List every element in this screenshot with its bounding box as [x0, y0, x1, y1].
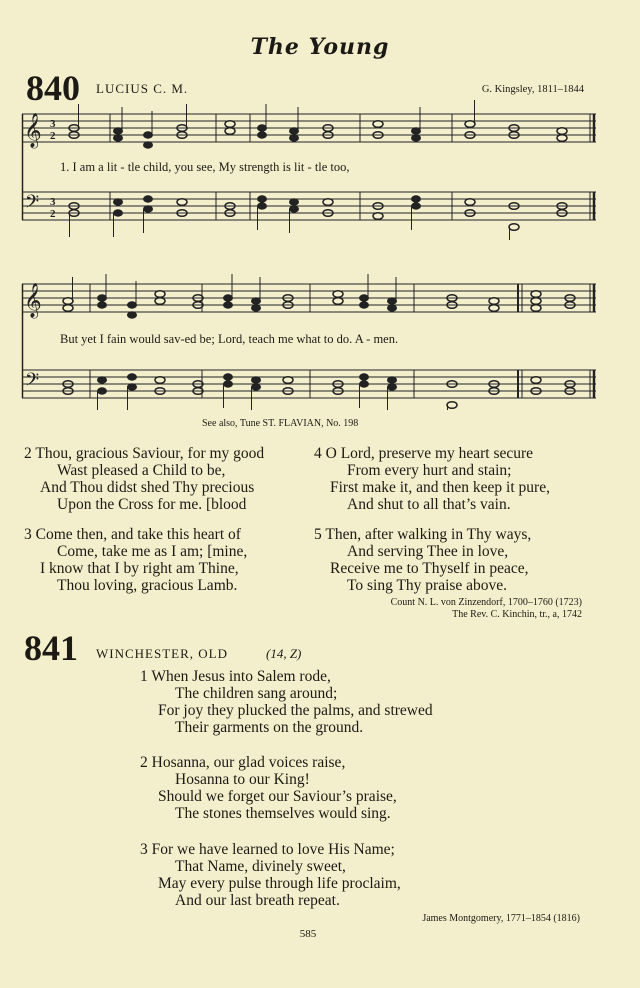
tune-name-841: WINCHESTER, OLD: [96, 646, 228, 661]
svg-text:𝄞: 𝄞: [24, 113, 42, 148]
verse-line: May every pulse through life proclaim,: [158, 875, 401, 892]
svg-text:𝄢: 𝄢: [25, 370, 40, 395]
verse-line: The children sang around;: [175, 685, 338, 702]
verse-line: That Name, divinely sweet,: [175, 858, 346, 875]
verse-line: From every hurt and stain;: [347, 462, 512, 479]
svg-text:2: 2: [50, 208, 56, 220]
verse-line: To sing Thy praise above.: [347, 577, 508, 594]
verse-line: First make it, and then keep it pure,: [330, 479, 550, 496]
lyrics-line-1: 1. I am a lit - tle child, you see, My strength is lit - tle too,: [60, 160, 350, 174]
translator-credit: The Rev. C. Kinchin, tr., a, 1742: [452, 609, 582, 620]
verse-841-2: [140, 754, 397, 822]
section-title: The Young: [250, 34, 390, 60]
verse-3: [24, 526, 247, 594]
hymn-number-840: 840: [26, 68, 80, 108]
composer-840: G. Kingsley, 1811–1844: [481, 84, 584, 95]
page-number: 585: [299, 928, 317, 940]
verse-line: And our last breath repeat.: [175, 892, 340, 909]
hymn-number-841: 841: [24, 628, 78, 668]
verse-line: 5 Then, after walking in Thy ways,: [314, 526, 532, 543]
verse-line: I know that I by right am Thine,: [40, 560, 239, 577]
verse-line: Hosanna to our King!: [175, 771, 310, 788]
verse-841-1: [140, 668, 433, 736]
tune-reference-841: (14, Z): [266, 646, 302, 661]
verse-line: 3 Come then, and take this heart of: [24, 526, 241, 543]
verse-line: 2 Hosanna, our glad voices raise,: [140, 754, 346, 771]
verse-line: Receive me to Thyself in peace,: [330, 560, 529, 577]
verse-line: Upon the Cross for me. [blood: [57, 496, 247, 513]
svg-text:3: 3: [50, 196, 56, 208]
verse-line: The stones themselves would sing.: [175, 805, 391, 822]
author-credit: Count N. L. von Zinzendorf, 1700–1760 (1723): [390, 597, 582, 608]
verse-line: Their garments on the ground.: [175, 719, 364, 736]
verse-line: Wast pleased a Child to be,: [57, 462, 226, 479]
verse-line: And serving Thee in love,: [347, 543, 509, 560]
verse-5: [314, 526, 531, 594]
verse-line: Come, take me as I am; [mine,: [57, 543, 248, 560]
verse-line: Should we forget our Saviour’s praise,: [158, 788, 397, 805]
music-staff-system-1: [22, 110, 598, 240]
author-credit-841: James Montgomery, 1771–1854 (1816): [422, 913, 580, 924]
verse-line: 4 O Lord, preserve my heart secure: [314, 445, 534, 462]
verse-2: [24, 445, 264, 513]
verse-line: And shut to all that’s vain.: [347, 496, 511, 513]
svg-text:𝄞: 𝄞: [24, 283, 42, 318]
see-also-note: See also, Tune ST. FLAVIAN, No. 198: [202, 418, 359, 429]
verse-line: Thou loving, gracious Lamb.: [57, 577, 238, 594]
verse-line: 2 Thou, gracious Saviour, for my good: [24, 445, 265, 462]
verse-line: 1 When Jesus into Salem rode,: [140, 668, 331, 685]
verse-line: For joy they plucked the palms, and strewed: [158, 702, 433, 719]
svg-text:3: 3: [50, 118, 56, 130]
verse-4: [314, 445, 550, 513]
tune-name-840: LUCIUS C. M.: [96, 81, 189, 96]
svg-text:𝄢: 𝄢: [25, 192, 40, 217]
verse-line: 3 For we have learned to love His Name;: [140, 841, 395, 858]
verse-841-3: [140, 841, 401, 909]
verse-line: And Thou didst shed Thy precious: [40, 479, 255, 496]
svg-text:2: 2: [50, 130, 56, 142]
lyrics-line-2: But yet I fain would sav-ed be; Lord, teach me what to do. A - men.: [60, 332, 399, 346]
